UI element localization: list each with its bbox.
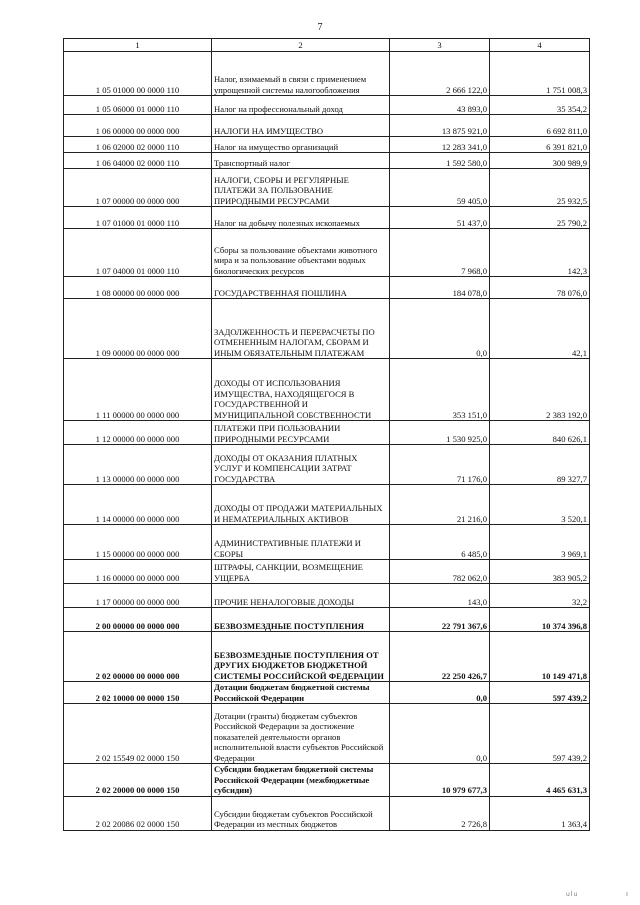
budget-item-name: Налог, взимаемый в связи с применением упрощенной системы налогообложения xyxy=(212,52,390,96)
table-row xyxy=(64,169,590,207)
value-col3: 13 875 921,0 xyxy=(390,115,490,137)
budget-item-name: ПРОЧИЕ НЕНАЛОГОВЫЕ ДОХОДЫ xyxy=(212,584,390,608)
budget-code: 2 02 15549 02 0000 150 xyxy=(64,704,212,764)
footer-mark: ulu xyxy=(566,891,579,898)
value-col4: 1 363,4 xyxy=(490,796,590,830)
budget-item-name: ДОХОДЫ ОТ ИСПОЛЬЗОВАНИЯ ИМУЩЕСТВА, НАХОДЯЩЕГОСЯ В ГОСУДАРСТВЕННОЙ И МУНИЦИПАЛЬНОЙ СОБСТВЕННОСТИ xyxy=(212,359,390,421)
budget-item-name: Субсидии бюджетам бюджетной системы Российской Федерации (межбюджетные субсидии) xyxy=(212,764,390,797)
budget-code: 1 07 04000 01 0000 110 xyxy=(64,229,212,277)
budget-item-name: НАЛОГИ, СБОРЫ И РЕГУЛЯРНЫЕ ПЛАТЕЖИ ЗА ПОЛЬЗОВАНИЕ ПРИРОДНЫМИ РЕСУРСАМИ xyxy=(212,169,390,207)
table-row xyxy=(64,525,590,560)
budget-code: 1 12 00000 00 0000 000 xyxy=(64,421,212,445)
table-row xyxy=(64,153,590,169)
budget-item-name: Налог на добычу полезных ископаемых xyxy=(212,207,390,229)
value-col3: 1 530 925,0 xyxy=(390,421,490,445)
value-col4: 42,1 xyxy=(490,299,590,359)
value-col4: 10 149 471,8 xyxy=(490,632,590,682)
value-col4: 300 989,9 xyxy=(490,153,590,169)
budget-code: 1 08 00000 00 0000 000 xyxy=(64,277,212,299)
budget-code: 2 02 10000 00 0000 150 xyxy=(64,682,212,704)
column-header-1: 1 xyxy=(64,39,212,52)
budget-item-name: Налог на профессиональный доход xyxy=(212,96,390,115)
value-col3: 0,0 xyxy=(390,682,490,704)
budget-item-name: Сборы за пользование объектами животного мира и за пользование объектами водных биологических ресурсов xyxy=(212,229,390,277)
value-col3: 10 979 677,3 xyxy=(390,764,490,797)
value-col3: 7 968,0 xyxy=(390,229,490,277)
budget-code: 2 00 00000 00 0000 000 xyxy=(64,608,212,632)
table-row xyxy=(64,796,590,830)
budget-item-name: ГОСУДАРСТВЕННАЯ ПОШЛИНА xyxy=(212,277,390,299)
value-col3: 21 216,0 xyxy=(390,485,490,525)
table-row xyxy=(64,299,590,359)
budget-code: 1 15 00000 00 0000 000 xyxy=(64,525,212,560)
value-col3: 2 666 122,0 xyxy=(390,52,490,96)
value-col3: 0,0 xyxy=(390,299,490,359)
column-header-2: 2 xyxy=(212,39,390,52)
value-col4: 1 751 008,3 xyxy=(490,52,590,96)
value-col4: 383 905,2 xyxy=(490,560,590,584)
budget-code: 2 02 20086 02 0000 150 xyxy=(64,796,212,830)
value-col4: 78 076,0 xyxy=(490,277,590,299)
column-header-4: 4 xyxy=(490,39,590,52)
value-col3: 782 062,0 xyxy=(390,560,490,584)
table-row xyxy=(64,632,590,682)
budget-code: 1 07 00000 00 0000 000 xyxy=(64,169,212,207)
value-col4: 597 439,2 xyxy=(490,704,590,764)
table-row xyxy=(64,277,590,299)
budget-item-name: НАЛОГИ НА ИМУЩЕСТВО xyxy=(212,115,390,137)
value-col4: 6 391 821,0 xyxy=(490,137,590,153)
budget-item-name: ДОХОДЫ ОТ ПРОДАЖИ МАТЕРИАЛЬНЫХ И НЕМАТЕРИАЛЬНЫХ АКТИВОВ xyxy=(212,485,390,525)
value-col3: 353 151,0 xyxy=(390,359,490,421)
value-col4: 3 520,1 xyxy=(490,485,590,525)
value-col3: 1 592 580,0 xyxy=(390,153,490,169)
value-col4: 142,3 xyxy=(490,229,590,277)
budget-item-name: ПЛАТЕЖИ ПРИ ПОЛЬЗОВАНИИ ПРИРОДНЫМИ РЕСУРСАМИ xyxy=(212,421,390,445)
budget-code: 1 06 02000 02 0000 110 xyxy=(64,137,212,153)
budget-item-name: Транспортный налог xyxy=(212,153,390,169)
value-col4: 35 354,2 xyxy=(490,96,590,115)
value-col3: 184 078,0 xyxy=(390,277,490,299)
value-col4: 25 932,5 xyxy=(490,169,590,207)
budget-code: 1 13 00000 00 0000 000 xyxy=(64,445,212,485)
table-row xyxy=(64,560,590,584)
budget-item-name: БЕЗВОЗМЕЗДНЫЕ ПОСТУПЛЕНИЯ xyxy=(212,608,390,632)
value-col4: 4 465 631,3 xyxy=(490,764,590,797)
column-header-3: 3 xyxy=(390,39,490,52)
value-col4: 10 374 396,8 xyxy=(490,608,590,632)
budget-code: 1 06 00000 00 0000 000 xyxy=(64,115,212,137)
value-col3: 6 485,0 xyxy=(390,525,490,560)
budget-code: 1 07 01000 01 0000 110 xyxy=(64,207,212,229)
value-col3: 43 893,0 xyxy=(390,96,490,115)
value-col4: 89 327,7 xyxy=(490,445,590,485)
budget-code: 1 05 06000 01 0000 110 xyxy=(64,96,212,115)
header-row xyxy=(64,39,590,52)
table-row xyxy=(64,207,590,229)
budget-code: 2 02 20000 00 0000 150 xyxy=(64,764,212,797)
value-col4: 3 969,1 xyxy=(490,525,590,560)
table-row xyxy=(64,115,590,137)
value-col4: 597 439,2 xyxy=(490,682,590,704)
value-col4: 25 790,2 xyxy=(490,207,590,229)
value-col3: 2 726,8 xyxy=(390,796,490,830)
value-col3: 59 405,0 xyxy=(390,169,490,207)
table-row xyxy=(64,229,590,277)
table-row xyxy=(64,445,590,485)
value-col3: 12 283 341,0 xyxy=(390,137,490,153)
value-col4: 840 626,1 xyxy=(490,421,590,445)
budget-item-name: БЕЗВОЗМЕЗДНЫЕ ПОСТУПЛЕНИЯ ОТ ДРУГИХ БЮДЖЕТОВ БЮДЖЕТНОЙ СИСТЕМЫ РОССИЙСКОЙ ФЕДЕРАЦИИ xyxy=(212,632,390,682)
page-number: 7 xyxy=(317,22,323,33)
value-col3: 22 250 426,7 xyxy=(390,632,490,682)
table-row xyxy=(64,137,590,153)
budget-code: 1 17 00000 00 0000 000 xyxy=(64,584,212,608)
table-row xyxy=(64,682,590,704)
value-col3: 71 176,0 xyxy=(390,445,490,485)
table-row xyxy=(64,485,590,525)
table-row xyxy=(64,421,590,445)
budget-code: 1 05 01000 00 0000 110 xyxy=(64,52,212,96)
budget-item-name: ШТРАФЫ, САНКЦИИ, ВОЗМЕЩЕНИЕ УЩЕРБА xyxy=(212,560,390,584)
value-col3: 143,0 xyxy=(390,584,490,608)
value-col3: 51 437,0 xyxy=(390,207,490,229)
value-col3: 0,0 xyxy=(390,704,490,764)
budget-code: 1 11 00000 00 0000 000 xyxy=(64,359,212,421)
budget-item-name: Дотации бюджетам бюджетной системы Российской Федерации xyxy=(212,682,390,704)
value-col4: 6 692 811,0 xyxy=(490,115,590,137)
table-row xyxy=(64,359,590,421)
budget-item-name: Субсидии бюджетам субъектов Российской Федерации из местных бюджетов xyxy=(212,796,390,830)
budget-code: 1 06 04000 02 0000 110 xyxy=(64,153,212,169)
budget-item-name: Дотации (гранты) бюджетам субъектов Российской Федерации за достижение показателей деятельности органов исполнительной власти субъектов Российской Федерации xyxy=(212,704,390,764)
budget-item-name: АДМИНИСТРАТИВНЫЕ ПЛАТЕЖИ И СБОРЫ xyxy=(212,525,390,560)
budget-item-name: ЗАДОЛЖЕННОСТЬ И ПЕРЕРАСЧЕТЫ ПО ОТМЕНЕННЫМ НАЛОГАМ, СБОРАМ И ИНЫМ ОБЯЗАТЕЛЬНЫМ ПЛАТЕЖАМ xyxy=(212,299,390,359)
table-row xyxy=(64,764,590,797)
value-col3: 22 791 367,6 xyxy=(390,608,490,632)
budget-item-name: Налог на имущество организаций xyxy=(212,137,390,153)
footer-tick: ı xyxy=(626,890,628,898)
table-row xyxy=(64,704,590,764)
budget-table xyxy=(63,38,590,831)
value-col4: 32,2 xyxy=(490,584,590,608)
budget-code: 1 16 00000 00 0000 000 xyxy=(64,560,212,584)
budget-code: 1 09 00000 00 0000 000 xyxy=(64,299,212,359)
value-col4: 2 383 192,0 xyxy=(490,359,590,421)
table-row xyxy=(64,584,590,608)
table-row xyxy=(64,96,590,115)
table-row xyxy=(64,52,590,96)
budget-code: 1 14 00000 00 0000 000 xyxy=(64,485,212,525)
budget-item-name: ДОХОДЫ ОТ ОКАЗАНИЯ ПЛАТНЫХ УСЛУГ И КОМПЕНСАЦИИ ЗАТРАТ ГОСУДАРСТВА xyxy=(212,445,390,485)
budget-code: 2 02 00000 00 0000 000 xyxy=(64,632,212,682)
table-row xyxy=(64,608,590,632)
